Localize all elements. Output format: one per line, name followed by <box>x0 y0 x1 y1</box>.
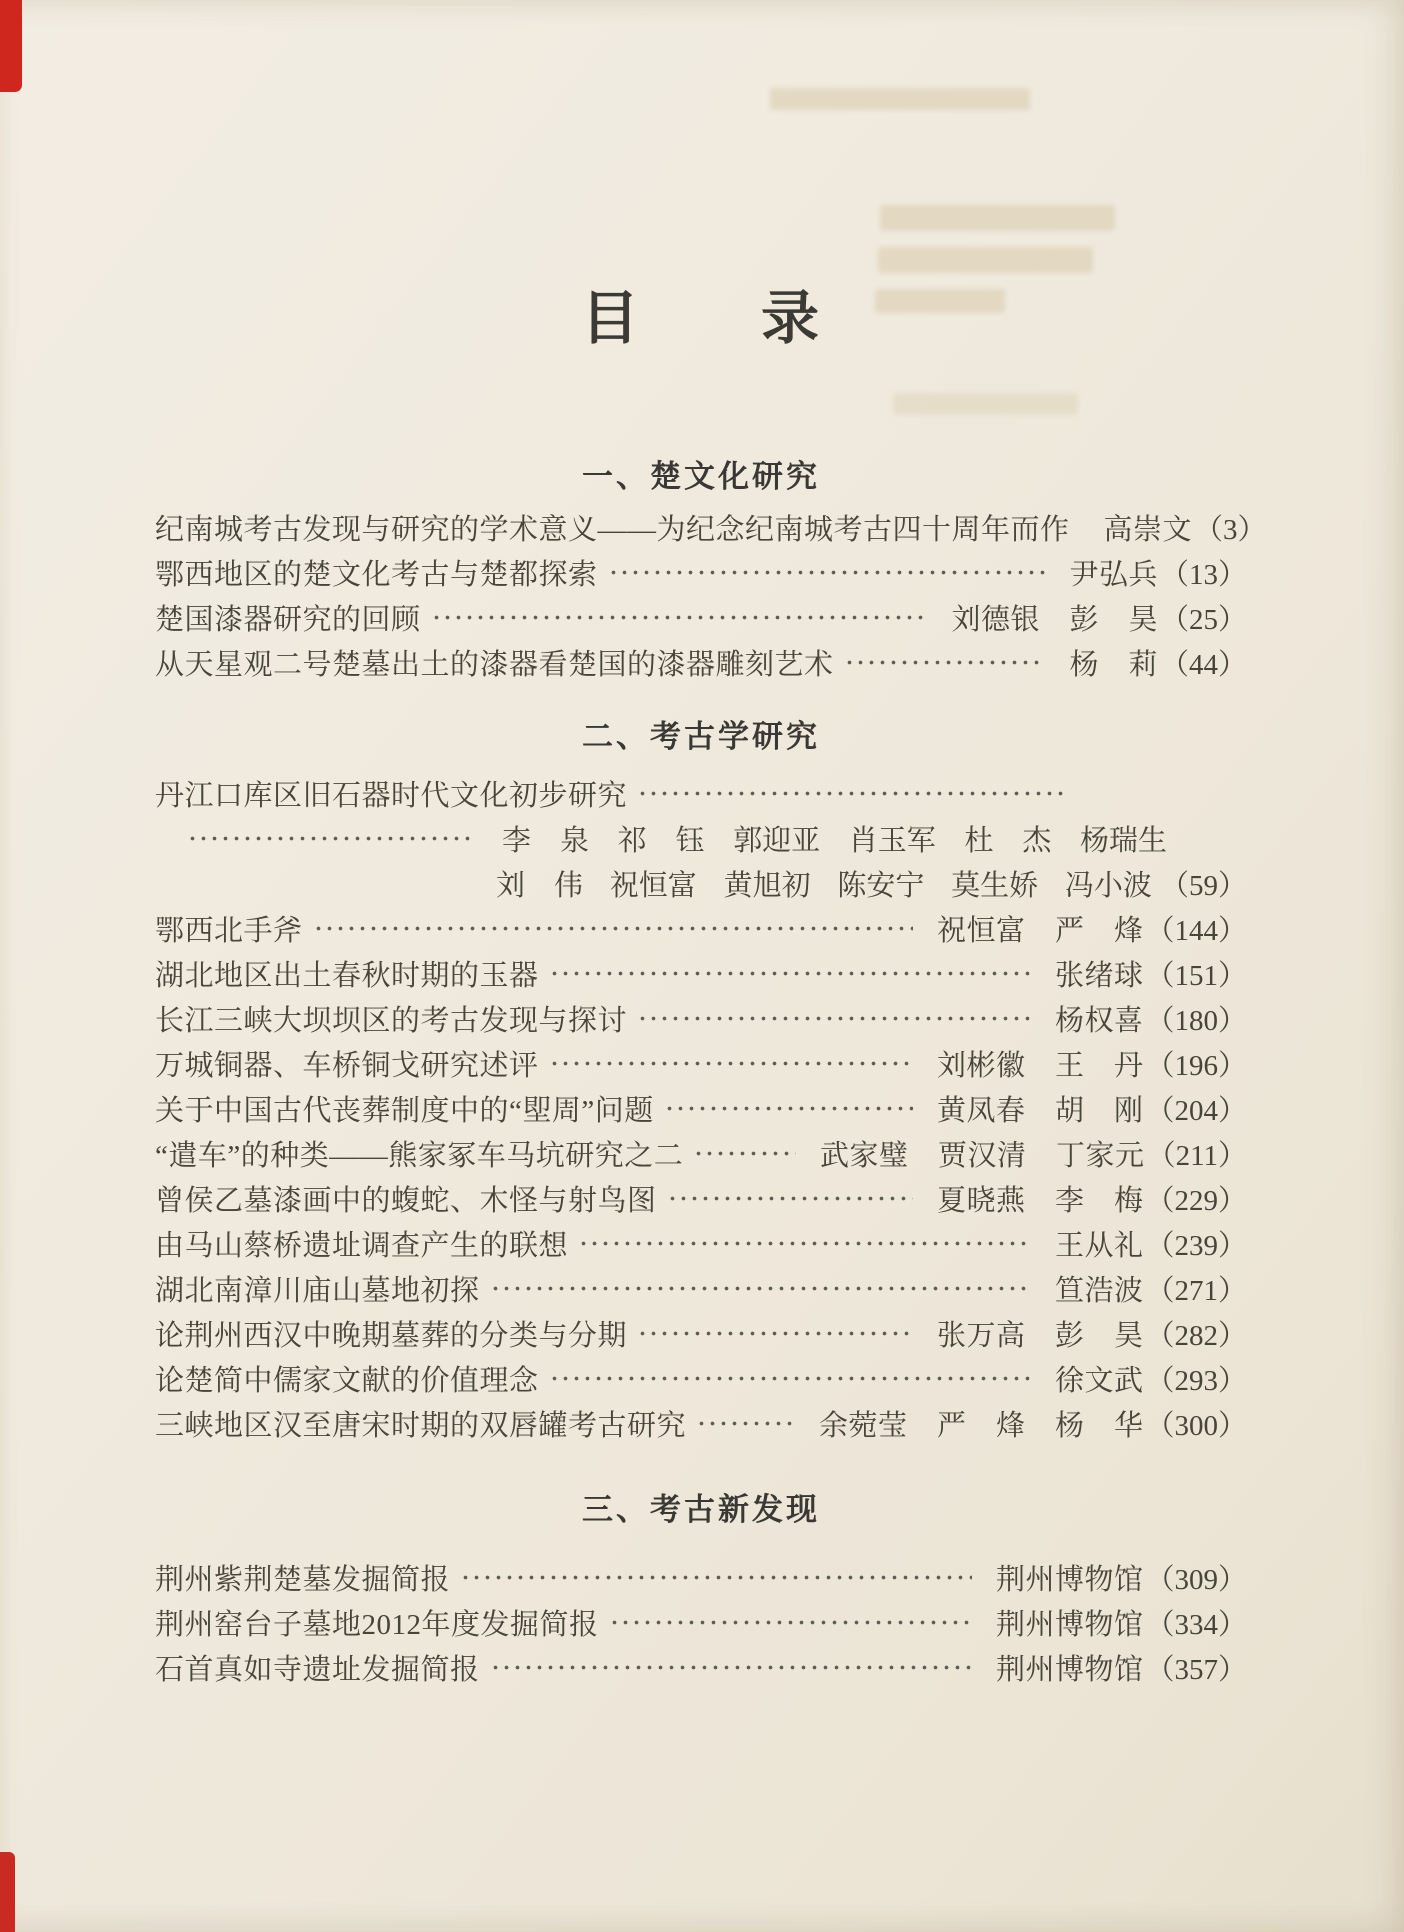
entry-title: 论楚简中儒家文献的价值理念 <box>155 1365 539 1397</box>
entry-authors: 夏晓燕 李 梅 <box>936 1185 1144 1217</box>
entry-title: 关于中国古代丧葬制度中的“堲周”问题 <box>155 1095 654 1127</box>
entry-authors: 王从礼 <box>1054 1230 1144 1262</box>
toc-entry <box>155 1176 1247 1221</box>
entry-page: （13） <box>1159 559 1247 591</box>
dot-leader <box>637 1311 913 1356</box>
entry-title: 湖北南漳川庙山墓地初探 <box>155 1275 480 1307</box>
toc-entry <box>155 996 1247 1041</box>
toc-entry <box>155 505 1267 550</box>
entry-page: （44） <box>1159 649 1247 681</box>
entry-page: （151） <box>1145 960 1247 992</box>
toc-entry <box>155 1086 1247 1131</box>
toc-entry <box>155 1221 1247 1266</box>
dot-leader <box>664 1086 913 1131</box>
toc-entry <box>155 1266 1247 1311</box>
entry-page: （180） <box>1145 1005 1247 1037</box>
author-name: 冯小波 <box>1064 870 1152 902</box>
author-name: 李 泉 <box>502 825 590 857</box>
author-name: 祁 钰 <box>617 825 705 857</box>
entry-authors: 祝恒富 严 烽 <box>936 915 1144 947</box>
section-heading: 二、考古学研究 <box>582 719 820 754</box>
toc-entry <box>155 1356 1247 1401</box>
entry-title: 万城铜器、车桥铜戈研究述评 <box>155 1050 539 1082</box>
dot-leader <box>460 1555 972 1600</box>
entry-page: （25） <box>1159 604 1247 636</box>
toc-entry <box>155 1311 1247 1356</box>
author-list <box>502 818 1167 859</box>
entry-title: 鄂西地区的楚文化考古与楚都探索 <box>155 559 598 591</box>
book-cover-edge-top <box>0 0 22 92</box>
dot-leader <box>693 1131 796 1176</box>
toc-sections <box>155 455 1267 1690</box>
entry-page: （196） <box>1145 1050 1247 1082</box>
entry-authors: 黄凤春 胡 刚 <box>936 1095 1144 1127</box>
entry-title: 长江三峡大坝坝区的考古发现与探讨 <box>155 1005 628 1037</box>
dot-leader <box>609 1600 972 1645</box>
entry-page: （3） <box>1194 514 1267 546</box>
entry-page: （204） <box>1145 1095 1247 1127</box>
entry-page: （357） <box>1145 1654 1247 1686</box>
entry-authors: 刘德银 彭 昊 <box>951 604 1158 636</box>
entry-page: （309） <box>1145 1564 1247 1596</box>
entry-authors: 高崇文 <box>1103 514 1193 546</box>
entry-title: 曾侯乙墓漆画中的蝮蛇、木怪与射鸟图 <box>155 1185 657 1217</box>
toc-entry <box>155 1645 1247 1690</box>
dot-leader <box>844 640 1046 685</box>
dot-leader <box>549 1041 913 1086</box>
author-list <box>496 863 1152 904</box>
toc-entry <box>155 906 1247 951</box>
section-heading: 三、考古新发现 <box>582 1492 820 1527</box>
dot-leader <box>637 771 1065 816</box>
entry-authors: 杨权喜 <box>1054 1005 1144 1037</box>
toc-entry <box>155 1041 1247 1086</box>
author-name: 莫生娇 <box>951 870 1039 902</box>
toc-content <box>155 0 1267 1690</box>
entry-authors: 余菀莹 严 烽 杨 华 <box>818 1410 1144 1442</box>
entry-title: 荆州窑台子墓地2012年度发掘简报 <box>155 1609 599 1641</box>
entry-authors: 张绪球 <box>1054 960 1144 992</box>
book-cover-edge-bottom <box>0 1852 15 1932</box>
page-title: 目 录 <box>580 286 821 351</box>
entry-title: “遣车”的种类——熊家冢车马坑研究之二 <box>155 1140 684 1172</box>
entry-page: （300） <box>1145 1410 1247 1442</box>
toc-entry <box>155 1555 1247 1600</box>
toc-entry <box>155 771 1247 816</box>
dot-leader <box>549 1356 1031 1401</box>
entry-title: 三峡地区汉至唐宋时期的双唇罐考古研究 <box>155 1410 687 1442</box>
entry-authors: 张万高 彭 昊 <box>936 1320 1144 1352</box>
entry-authors: 尹弘兵 <box>1069 559 1158 591</box>
author-name: 黄旭初 <box>723 870 811 902</box>
dot-leader <box>490 1645 972 1690</box>
author-name: 杜 杰 <box>964 825 1052 857</box>
dot-leader <box>490 1266 1031 1311</box>
dot-leader <box>608 550 1046 595</box>
entry-title: 湖北地区出土春秋时期的玉器 <box>155 960 539 992</box>
toc-section <box>155 455 1267 685</box>
author-name: 陈安宁 <box>837 870 925 902</box>
author-name: 杨瑞生 <box>1079 825 1167 857</box>
dot-leader <box>187 816 476 861</box>
entry-authors: 杨 莉 <box>1069 649 1158 681</box>
dot-leader <box>667 1176 913 1221</box>
toc-entry-authors-line <box>155 816 1247 861</box>
entry-title: 论荆州西汉中晚期墓葬的分类与分期 <box>155 1320 628 1352</box>
entry-authors: 笪浩波 <box>1054 1275 1144 1307</box>
entry-page: （334） <box>1145 1609 1247 1641</box>
entry-page: （211） <box>1146 1140 1247 1172</box>
dot-leader <box>313 906 913 951</box>
entry-authors: 荆州博物馆 <box>995 1609 1144 1641</box>
dot-leader <box>578 1221 1031 1266</box>
dot-leader <box>549 951 1031 996</box>
toc-entry <box>155 1600 1247 1645</box>
entry-page: （282） <box>1145 1320 1247 1352</box>
toc-entry <box>155 1131 1247 1176</box>
section-heading: 一、楚文化研究 <box>582 459 820 494</box>
entry-page: （144） <box>1145 915 1247 947</box>
entry-title: 石首真如寺遗址发掘简报 <box>155 1654 480 1686</box>
entry-page: （293） <box>1145 1365 1247 1397</box>
entry-title: 由马山蔡桥遗址调查产生的联想 <box>155 1230 569 1262</box>
entry-title: 楚国漆器研究的回顾 <box>155 604 421 636</box>
author-name: 郭迎亚 <box>733 825 821 857</box>
entry-title: 丹江口库区旧石器时代文化初步研究 <box>155 780 628 812</box>
entry-authors: 荆州博物馆 <box>995 1654 1144 1686</box>
toc-entry <box>155 1401 1247 1446</box>
entry-authors: 徐文武 <box>1054 1365 1144 1397</box>
author-name: 刘 伟 <box>496 870 584 902</box>
entry-title: 鄂西北手斧 <box>155 915 303 947</box>
entry-authors: 刘彬徽 王 丹 <box>936 1050 1144 1082</box>
entry-title: 荆州紫荆楚墓发掘简报 <box>155 1564 451 1596</box>
author-name: 祝恒富 <box>609 870 697 902</box>
toc-entry <box>155 550 1247 595</box>
toc-entry <box>155 640 1247 685</box>
entry-title: 从天星观二号楚墓出土的漆器看楚国的漆器雕刻艺术 <box>155 649 834 681</box>
entry-authors: 荆州博物馆 <box>995 1564 1144 1596</box>
dot-leader <box>431 595 928 640</box>
dot-leader <box>637 996 1031 1041</box>
toc-entry <box>155 951 1247 996</box>
toc-entry-authors-line <box>155 861 1247 906</box>
entry-authors: 武家璧 贾汉清 丁家元 <box>820 1140 1145 1172</box>
entry-title: 纪南城考古发现与研究的学术意义——为纪念纪南城考古四十周年而作 <box>155 514 1070 546</box>
toc-section <box>155 1488 1247 1690</box>
entry-page: （239） <box>1145 1230 1247 1262</box>
entry-page: （59） <box>1159 870 1247 902</box>
entry-page: （229） <box>1145 1185 1247 1217</box>
dot-leader <box>696 1401 795 1446</box>
author-name: 肖玉军 <box>848 825 936 857</box>
toc-section <box>155 715 1247 1446</box>
entry-page: （271） <box>1145 1275 1247 1307</box>
toc-entry <box>155 595 1247 640</box>
